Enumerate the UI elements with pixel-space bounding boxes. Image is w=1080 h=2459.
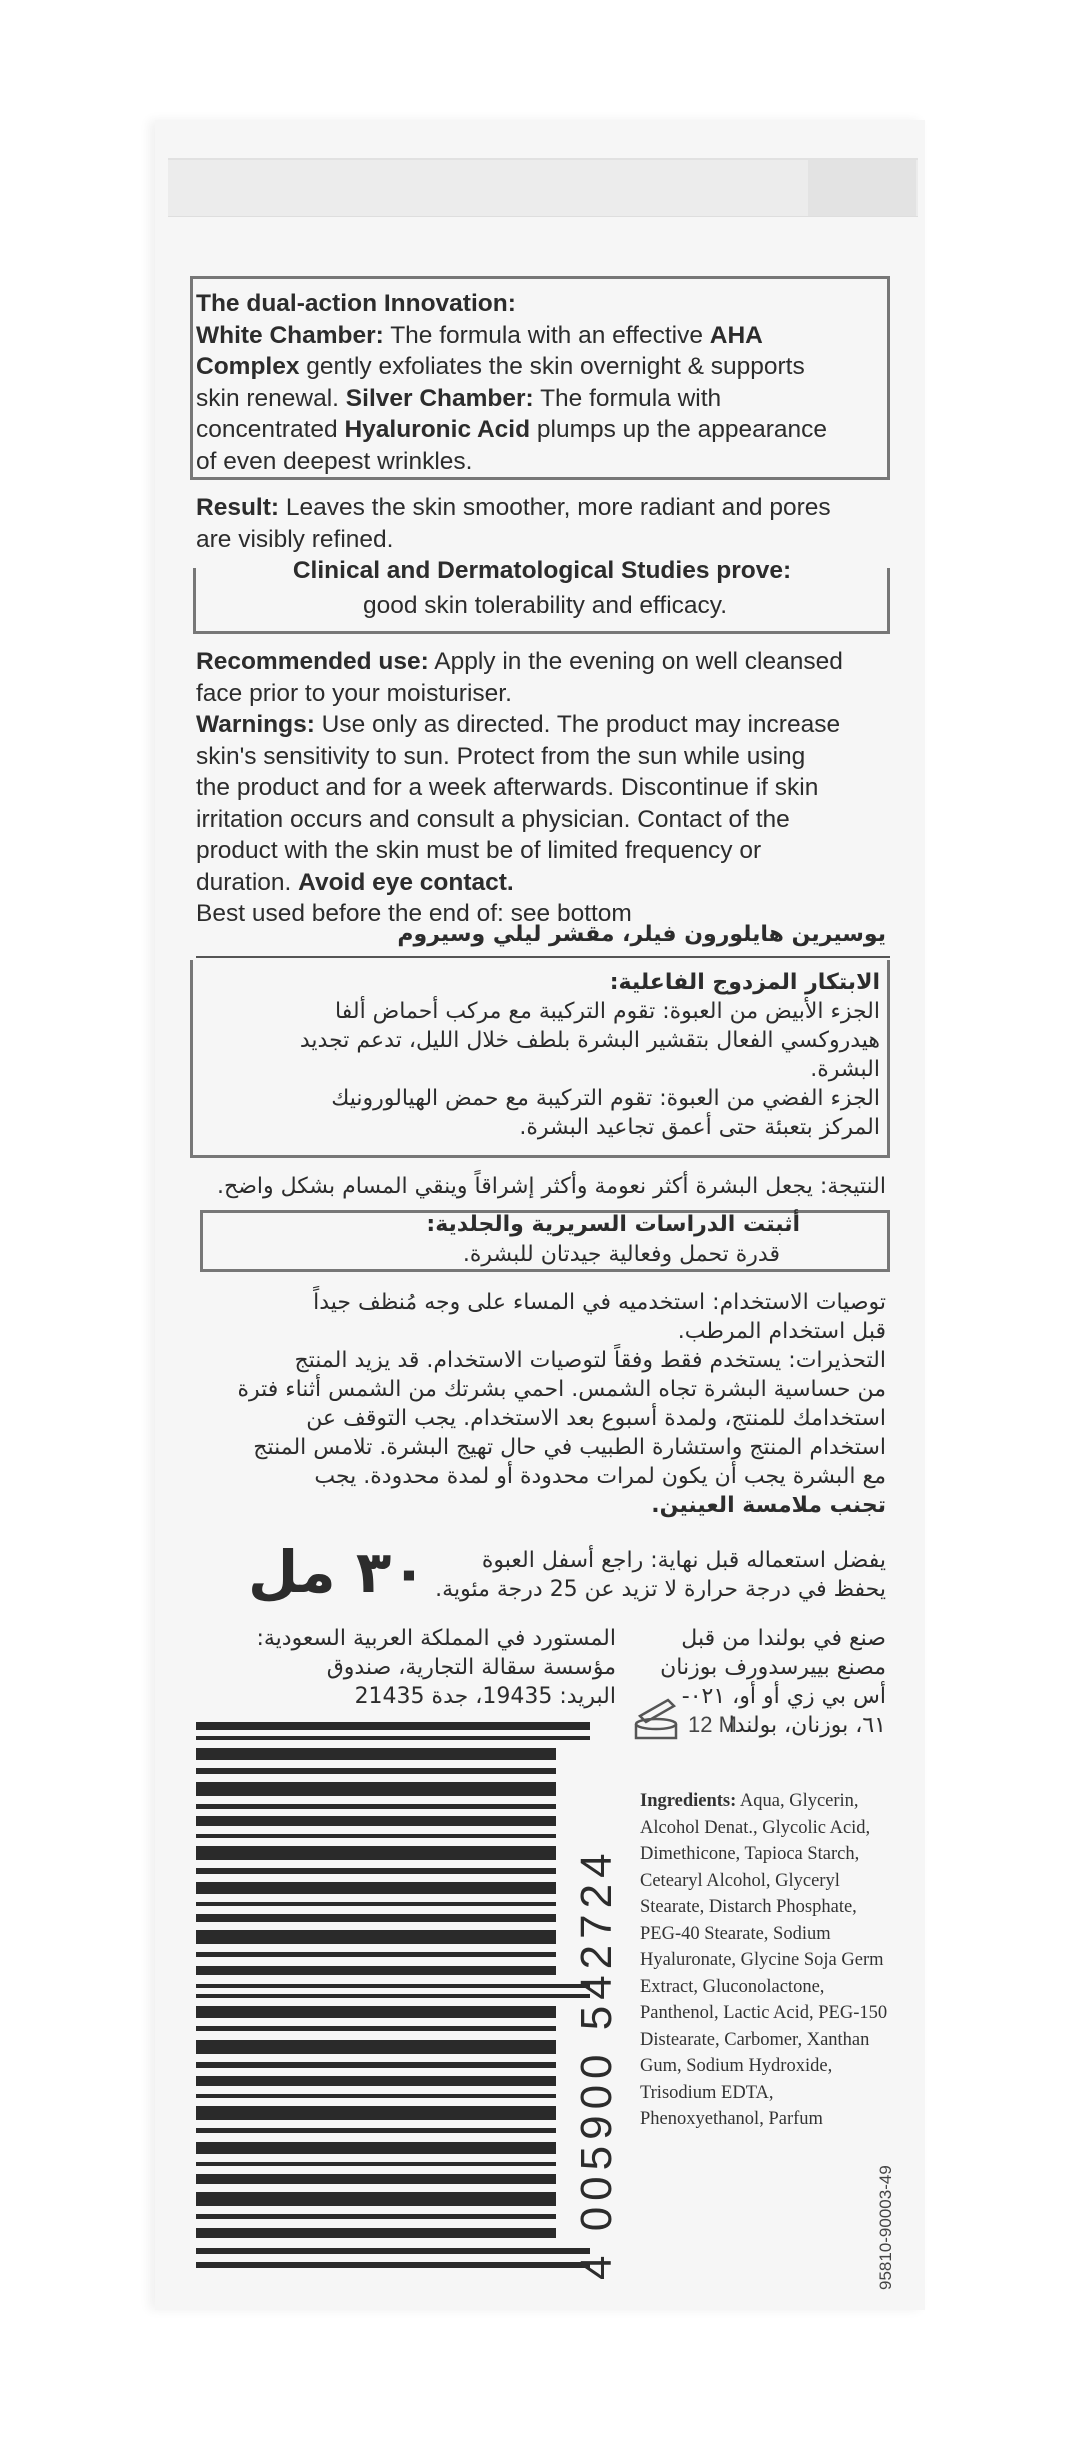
- arabic-import-2: مؤسسة سقالة التجارية، صندوق: [326, 1655, 616, 1680]
- arabic-use-1: توصيات الاستخدام: استخدميه في المساء على وجه مُنظف جيداً: [313, 1290, 886, 1315]
- batch-code: [876, 1990, 906, 2290]
- flap-slit: [808, 160, 916, 216]
- arabic-studies-2: قدرة تحمل وفعالية جيدتان للبشرة.: [462, 1242, 780, 1267]
- arabic-warn-4: استخدام المنتج واستشارة الطبيب في حال تهيج البشرة. تلامس المنتج: [253, 1435, 886, 1460]
- batch-code-text: 95810-90003-49: [876, 2165, 895, 2290]
- recommended-use-label: Recommended use:: [196, 648, 429, 675]
- usage-warnings-text: [196, 646, 886, 930]
- hyaluronic-label: Hyaluronic Acid: [344, 416, 531, 443]
- silver-chamber-label: Silver Chamber:: [345, 384, 534, 412]
- barcode-number: [572, 1750, 628, 2280]
- arabic-importer: [196, 1624, 616, 1711]
- studies-subtitle: good skin tolerability and efficacy.: [362, 592, 728, 619]
- arabic-import-3: البريد: 19435، جدة 21435: [354, 1684, 616, 1709]
- barcode: [196, 1722, 590, 2282]
- arabic-silver-2: المركز بتعبئة حتى أعمق تجاعيد البشرة.: [519, 1115, 880, 1140]
- warnings-text-5: product with the skin must be of limited frequency or: [196, 837, 762, 864]
- arabic-dual-text: [200, 968, 880, 1142]
- white-chamber-label: White Chamber:: [196, 321, 384, 349]
- studies-title: Clinical and Dermatological Studies prove:: [262, 557, 822, 585]
- recommended-use-text: Apply in the evening on well cleansed: [428, 648, 843, 675]
- ingredients-label: Ingredients:: [640, 1791, 737, 1811]
- ingredients-list: [640, 1788, 890, 2133]
- dual-action-text: [196, 288, 886, 477]
- result-text-1: Leaves the skin smoother, more radiant and pores: [279, 494, 831, 521]
- volume-label: ٣٠ مل: [248, 1538, 427, 1606]
- white-chamber-text: The formula with an effective: [383, 321, 710, 349]
- warnings-label: Warnings:: [196, 711, 315, 738]
- barcode-number-text: 4 005900 542724: [572, 1847, 621, 2280]
- arabic-made-4: ٦١، بوزنان، بولندا: [728, 1713, 886, 1738]
- aha-label: AHA: [709, 321, 763, 349]
- silver-chamber-text: The formula with: [533, 384, 722, 412]
- arabic-silver-1: الجزء الفضي من العبوة: تقوم التركيبة مع حمض الهيالورونيك: [331, 1086, 880, 1111]
- arabic-import-1: المستورد في المملكة العربية السعودية:: [256, 1626, 616, 1651]
- warnings-text-1: Use only as directed. The product may increase: [314, 711, 841, 738]
- arabic-studies-1: أثبتت الدراسات السريرية والجلدية:: [426, 1212, 800, 1237]
- arabic-divider: [196, 956, 890, 958]
- warnings-text-6: duration.: [196, 868, 299, 896]
- arabic-warn-3: استخدامك للمنتج، ولمدة أسبوع بعد الاستخدام. يجب التوقف عن: [306, 1406, 886, 1431]
- arabic-use-2: قبل استخدام المرطب.: [677, 1319, 886, 1344]
- result-text: [196, 492, 886, 555]
- arabic-result: النتيجة: يجعل البشرة أكثر نعومة وأكثر إشراقاً وينقي المسام بشكل واضح.: [217, 1174, 886, 1199]
- warnings-text-3: the product and for a week afterwards. Discontinue if skin: [196, 774, 819, 801]
- arabic-made-1: صنع في بولندا من قبل: [681, 1626, 886, 1651]
- arabic-made-3: أس بي زي أو أو، ٠٢١-: [681, 1684, 886, 1709]
- silver-chamber-text-4: of even deepest wrinkles.: [196, 447, 473, 475]
- pao-label: 12 M: [688, 1712, 737, 1737]
- dual-action-title: The dual-action Innovation:: [196, 290, 516, 317]
- arabic-warn-6: تجنب ملامسة العينين.: [651, 1493, 886, 1518]
- arabic-made-2: مصنع بييرسدورف بوزنان: [660, 1655, 886, 1680]
- arabic-product-name: يوسيرين هايلورون فيلر، مقشر ليلي وسيروم: [397, 922, 886, 947]
- complex-label: Complex: [196, 353, 300, 380]
- recommended-use-text-2: face prior to your moisturiser.: [196, 679, 512, 707]
- arabic-warn-1: التحذيرات: يستخدم فقط وفقاً لتوصيات الاستخدام. قد يزيد المنتج: [294, 1348, 886, 1373]
- warnings-text-4: irritation occurs and consult a physician. Contact of the: [196, 805, 790, 833]
- ingredients-text: Aqua, Glycerin, Alcohol Denat., Glycolic Acid, Dimethicone, Tapioca Starch, Cetearyl Alcohol, Glyceryl Stearate, Distarch Phosphate, PEG-40 Stearate, Sodium Hyaluronate, Glycine Soja Germ Extract, Gluconolactone, Panthenol, Lactic Acid, PEG-150 Distearate, Carbomer, Xanthan Gum, Sodium Hydroxide, Trisodium EDTA, Phenoxyethanol, Parfum: [640, 1791, 888, 2129]
- arabic-dual-title: الابتكار المزدوج الفاعلية:: [609, 970, 880, 995]
- open-jar-icon: [630, 1696, 690, 1742]
- arabic-white-2: هيدروكسي الفعال بتقشير البشرة بلطف خلال الليل، تدعم تجديد: [299, 1028, 880, 1053]
- silver-chamber-text-2: concentrated: [196, 416, 345, 443]
- best-before-text: Best used before the end of: see bottom: [196, 900, 632, 927]
- arabic-warn-5: مع البشرة يجب أن يكون لمرات محدودة أو لمدة محدودة. يجب: [314, 1464, 886, 1489]
- arabic-white-3: البشرة.: [810, 1057, 880, 1082]
- arabic-best-2: يحفظ في درجة حرارة لا تزيد عن 25 درجة مئوية.: [435, 1577, 886, 1602]
- result-label: Result:: [196, 494, 280, 521]
- arabic-usage-warnings: [196, 1288, 886, 1520]
- result-text-2: are visibly refined.: [196, 525, 394, 553]
- arabic-white-1: الجزء الأبيض من العبوة: تقوم التركيبة مع مركب أحماض ألفا: [335, 999, 880, 1024]
- arabic-best-1: يفضل استعماله قبل نهاية: راجع أسفل العبوة: [481, 1548, 886, 1573]
- arabic-warn-2: من حساسية البشرة تجاه الشمس. احمي بشرتك من الشمس أثناء فترة: [237, 1377, 886, 1402]
- avoid-eye-contact: Avoid eye contact.: [298, 868, 514, 896]
- silver-chamber-text-3: plumps up the appearance: [530, 416, 828, 443]
- white-chamber-text-3: skin renewal.: [196, 384, 346, 412]
- box-top-flap: [168, 158, 918, 217]
- warnings-text-2: skin's sensitivity to sun. Protect from the sun while using: [196, 742, 806, 770]
- white-chamber-text-2: gently exfoliates the skin overnight & supports: [299, 353, 805, 380]
